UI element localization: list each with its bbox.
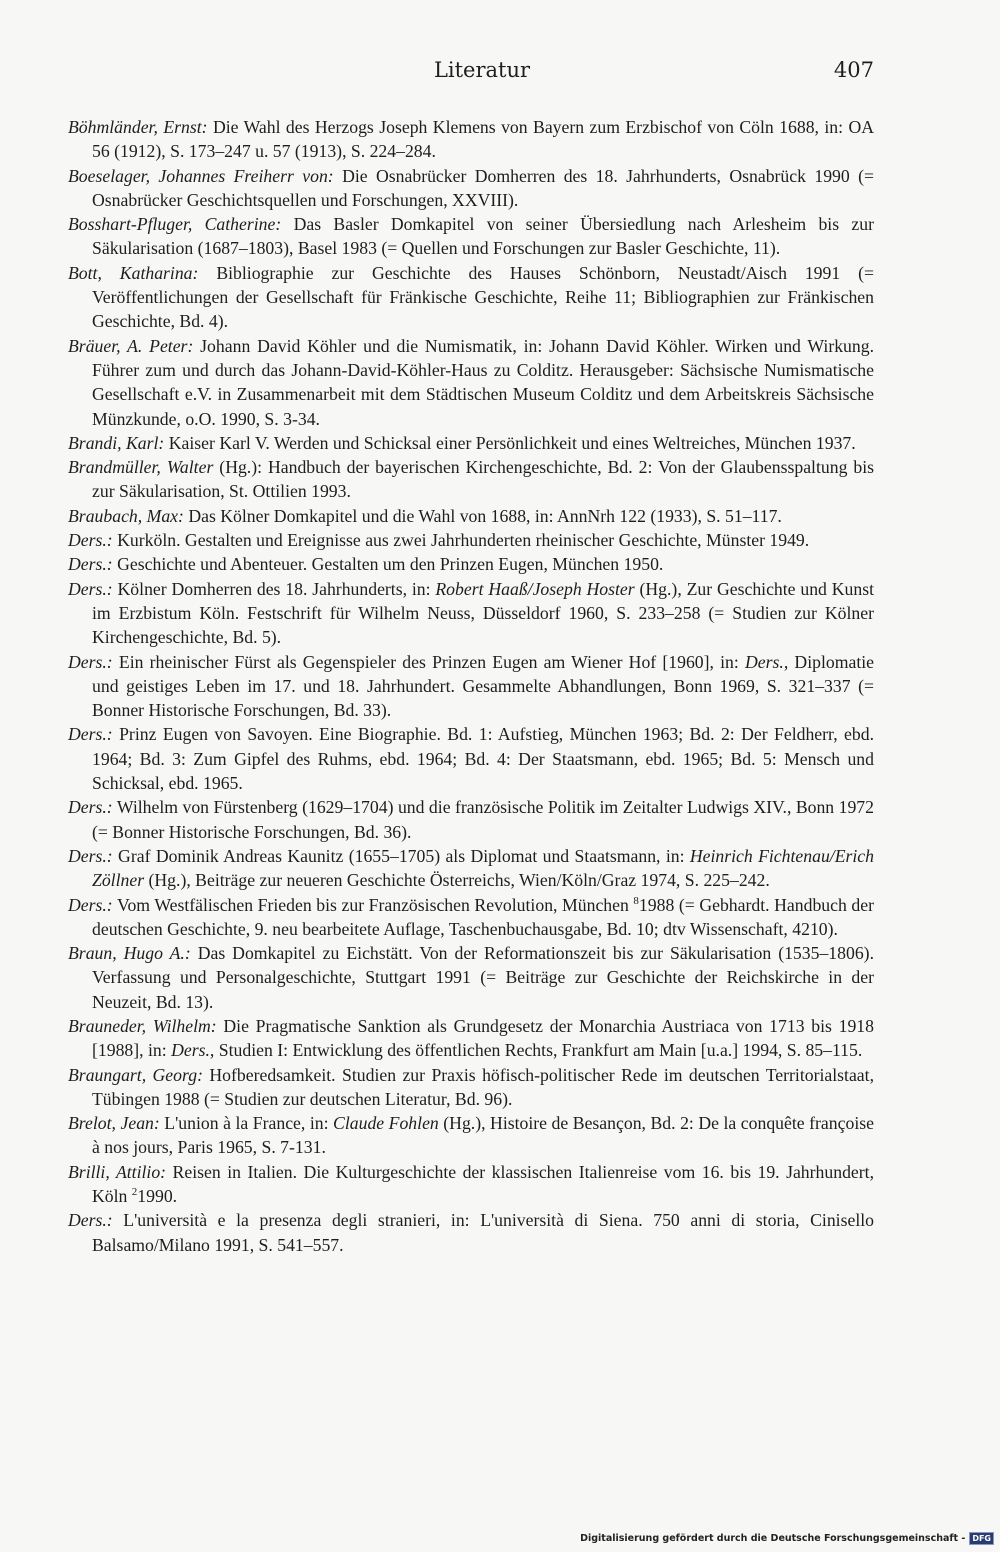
bibliography-entry bbox=[68, 1160, 874, 1209]
entry-text: Geschichte und Abenteuer. Gestalten um den Prinzen Eugen, München 1950. bbox=[112, 554, 664, 575]
bibliography-entry bbox=[68, 261, 874, 334]
page-number: 407 bbox=[833, 58, 874, 82]
entry-author: Ders.: bbox=[68, 894, 113, 915]
entry-text: Kaiser Karl V. Werden und Schicksal einer Persönlichkeit und eines Weltreiches, München 1937. bbox=[164, 432, 856, 453]
entry-text: Ein rheinischer Fürst als Gegenspieler des Prinzen Eugen am Wiener Hof [1960], in: bbox=[112, 651, 745, 672]
bibliography-entry bbox=[68, 722, 874, 795]
entry-editor: Heinrich Fichtenau/Erich Zöllner bbox=[92, 845, 875, 891]
entry-text-continued: (Hg.), Beiträge zur neueren Geschichte Österreichs, Wien/Köln/Graz 1974, S. 225–242. bbox=[144, 870, 770, 891]
bibliography-list bbox=[68, 115, 874, 1257]
entry-author: Braubach, Max: bbox=[68, 505, 184, 526]
entry-author: Böhmländer, Ernst: bbox=[68, 117, 208, 137]
bibliography-entry bbox=[68, 893, 874, 942]
entry-author: Ders.: bbox=[68, 530, 113, 551]
entry-author: Bott, Katharina: bbox=[68, 262, 199, 283]
entry-text-continued: (Hg.), Zur Geschichte und Kunst im Erzbistum Köln. Festschrift für Wilhelm Neuss, Düsseldorf 1960, S. 233–258 (= Studien zur Kölner Kirchengeschichte, Bd. 5). bbox=[92, 578, 874, 648]
dfg-logo: DFG bbox=[969, 1532, 994, 1545]
running-header bbox=[90, 58, 874, 88]
entry-text: Prinz Eugen von Savoyen. Eine Biographie. Bd. 1: Aufstieg, München 1963; Bd. 2: Der Feldherr, ebd. 1964; Bd. 3: Zum Gipfel des Ruhms, ebd. 1964; Bd. 4: Der Staatsmann, ebd. 1965; Bd. 5: Mensch und Schicksal, ebd. 1965. bbox=[92, 724, 874, 794]
bibliography-entry bbox=[68, 1063, 874, 1112]
entry-author: Brilli, Attilio: bbox=[68, 1161, 167, 1182]
edition-superscript: 8 bbox=[633, 894, 639, 907]
bibliography-entry bbox=[68, 212, 874, 261]
bibliography-entry bbox=[68, 1111, 874, 1160]
bibliography-entry bbox=[68, 1208, 874, 1257]
entry-text: Wilhelm von Fürstenberg (1629–1704) und die französische Politik im Zeitalter Ludwigs XIV., Bonn 1972 (= Bonner Historische Forschungen, Bd. 36). bbox=[92, 797, 874, 842]
entry-author: Braun, Hugo A.: bbox=[68, 943, 191, 964]
bibliography-entry bbox=[68, 455, 874, 504]
bibliography-entry bbox=[68, 795, 874, 844]
entry-text: Die Pragmatische Sanktion als Grundgesetz der Monarchia Austriaca von 1713 bis 1918 [1988], in: bbox=[92, 1015, 874, 1061]
edition-superscript: 2 bbox=[131, 1186, 138, 1199]
entry-text: L'università e la presenza degli stranieri, in: L'università di Siena. 750 anni di storia, Cinisello Balsamo/Milano 1991, S. 541–557. bbox=[92, 1210, 874, 1255]
entry-author: Brelot, Jean: bbox=[68, 1113, 160, 1134]
bibliography-entry bbox=[68, 431, 874, 455]
entry-author: Brauneder, Wilhelm: bbox=[68, 1015, 217, 1036]
entry-text: Kurköln. Gestalten und Ereignisse aus zwei Jahrhunderten rheinischer Geschichte, Münster 1949. bbox=[112, 530, 810, 551]
entry-editor: Robert Haaß/Joseph Hoster bbox=[435, 578, 635, 599]
entry-text: Graf Dominik Andreas Kaunitz (1655–1705) als Diplomat und Staatsmann, in: bbox=[112, 845, 690, 866]
entry-editor: Ders. bbox=[171, 1040, 210, 1061]
entry-text: (Hg.): Handbuch der bayerischen Kirchengeschichte, Bd. 2: Von der Glaubensspaltung bis zur Säkularisation, St. Ottilien 1993. bbox=[92, 457, 875, 502]
entry-author: Boeselager, Johannes Freiherr von: bbox=[68, 165, 334, 186]
bibliography-entry bbox=[68, 1014, 874, 1063]
bibliography-entry bbox=[68, 334, 874, 431]
bibliography-entry bbox=[68, 844, 874, 893]
entry-text-continued: , Diplomatie und geistiges Leben im 17. und 18. Jahrhundert. Gesammelte Abhandlungen, Bonn 1969, S. 321–337 (= Bonner Historische Forschungen, Bd. 33). bbox=[92, 651, 875, 721]
entry-text: Die Wahl des Herzogs Joseph Klemens von Bayern zum Erzbischof von Cöln 1688, in: OA 56 (1912), S. 173–247 u. 57 (1913), S. 224–284. bbox=[92, 117, 875, 162]
entry-text-continued: 1990. bbox=[137, 1186, 178, 1207]
entry-text: Kölner Domherren des 18. Jahrhunderts, in: bbox=[112, 578, 436, 599]
entry-author: Brandi, Karl: bbox=[68, 432, 165, 453]
entry-text: Das Kölner Domkapitel und die Wahl von 1688, in: AnnNrh 122 (1933), S. 51–117. bbox=[183, 505, 782, 526]
entry-text: Das Domkapitel zu Eichstätt. Von der Reformationszeit bis zur Säkularisation (1535–1806). Verfassung und Personalgeschichte, Stuttgart 1991 (= Beiträge zur Geschichte der Reichskirche in der Neuzeit, Bd. 13). bbox=[92, 943, 874, 1012]
entry-author: Brandmüller, Walter bbox=[68, 457, 214, 478]
bibliography-entry bbox=[68, 577, 874, 650]
entry-author: Braungart, Georg: bbox=[68, 1064, 203, 1085]
entry-author: Ders.: bbox=[68, 1210, 113, 1231]
entry-author: Ders.: bbox=[68, 651, 113, 672]
entry-author: Ders.: bbox=[68, 845, 113, 866]
bibliography-entry bbox=[68, 504, 874, 528]
entry-text: Das Basler Domkapitel von seiner Übersiedlung nach Arlesheim bis zur Säkularisation (1687–1803), Basel 1983 (= Quellen und Forschungen zur Basler Geschichte, 11). bbox=[92, 214, 875, 259]
bibliography-entry bbox=[68, 164, 874, 213]
entry-editor: Ders. bbox=[745, 651, 784, 672]
entry-author: Ders.: bbox=[68, 554, 113, 575]
entry-text: Vom Westfälischen Frieden bis zur Französischen Revolution, München bbox=[112, 894, 634, 915]
footer-text: Digitalisierung gefördert durch die Deutsche Forschungsgemeinschaft - bbox=[580, 1533, 966, 1544]
entry-text: Die Osnabrücker Domherren des 18. Jahrhunderts, Osnabrück 1990 (= Osnabrücker Geschichtsquellen und Forschungen, XXVIII). bbox=[92, 165, 874, 210]
entry-author: Ders.: bbox=[68, 724, 113, 745]
bibliography-entry bbox=[68, 528, 874, 552]
bibliography-entry bbox=[68, 941, 874, 1014]
entry-text: Johann David Köhler und die Numismatik, in: Johann David Köhler. Wirken und Wirkung. Führer zum und durch das Johann-David-Köhler-Haus zu Colditz. Herausgeber: Sächsische Numismatische Gesellschaft e.V. in Zusammenarbeit mit dem Städtischen Museum Colditz und dem Arbeitskreis Sächsische Münzkunde, o.O. 1990, S. 3-34. bbox=[92, 335, 875, 429]
entry-text-continued: , Studien I: Entwicklung des öffentlichen Rechts, Frankfurt am Main [u.a.] 1994, S. 85–115. bbox=[209, 1040, 863, 1061]
bibliography-entry bbox=[68, 552, 874, 576]
entry-author: Bräuer, A. Peter: bbox=[68, 335, 194, 356]
entry-text: Bibliographie zur Geschichte des Hauses Schönborn, Neustadt/Aisch 1991 (= Veröffentlichungen der Gesellschaft für Fränkische Geschichte, Reihe 11; Bibliographien zur Fränkischen Geschichte, Bd. 4). bbox=[92, 262, 874, 332]
entry-text: Reisen in Italien. Die Kulturgeschichte der klassischen Italienreise vom 16. bis 19. Jahrhundert, Köln bbox=[92, 1161, 874, 1207]
bibliography-entry bbox=[68, 115, 874, 164]
entry-author: Ders.: bbox=[68, 797, 113, 818]
entry-text-continued: 1988 (= Gebhardt. Handbuch der deutschen Geschichte, 9. neu bearbeitete Auflage, Taschenbuchausgabe, Bd. 10; dtv Wissenschaft, 4210). bbox=[92, 894, 874, 939]
entry-author: Ders.: bbox=[68, 578, 113, 599]
entry-text-continued: (Hg.), Histoire de Besançon, Bd. 2: De la conquête françoise à nos jours, Paris 1965, S. 7-131. bbox=[92, 1113, 874, 1158]
bibliography-entry bbox=[68, 650, 874, 723]
entry-text: Hofberedsamkeit. Studien zur Praxis höfisch-politischer Rede im deutschen Territorialstaat, Tübingen 1988 (= Studien zur deutschen Literatur, Bd. 96). bbox=[92, 1064, 874, 1109]
header-title: Literatur bbox=[433, 58, 531, 82]
entry-author: Bosshart-Pfluger, Catherine: bbox=[68, 214, 282, 235]
entry-text: L'union à la France, in: bbox=[159, 1113, 334, 1134]
entry-editor: Claude Fohlen bbox=[333, 1113, 439, 1134]
footer-credit bbox=[580, 1532, 994, 1545]
